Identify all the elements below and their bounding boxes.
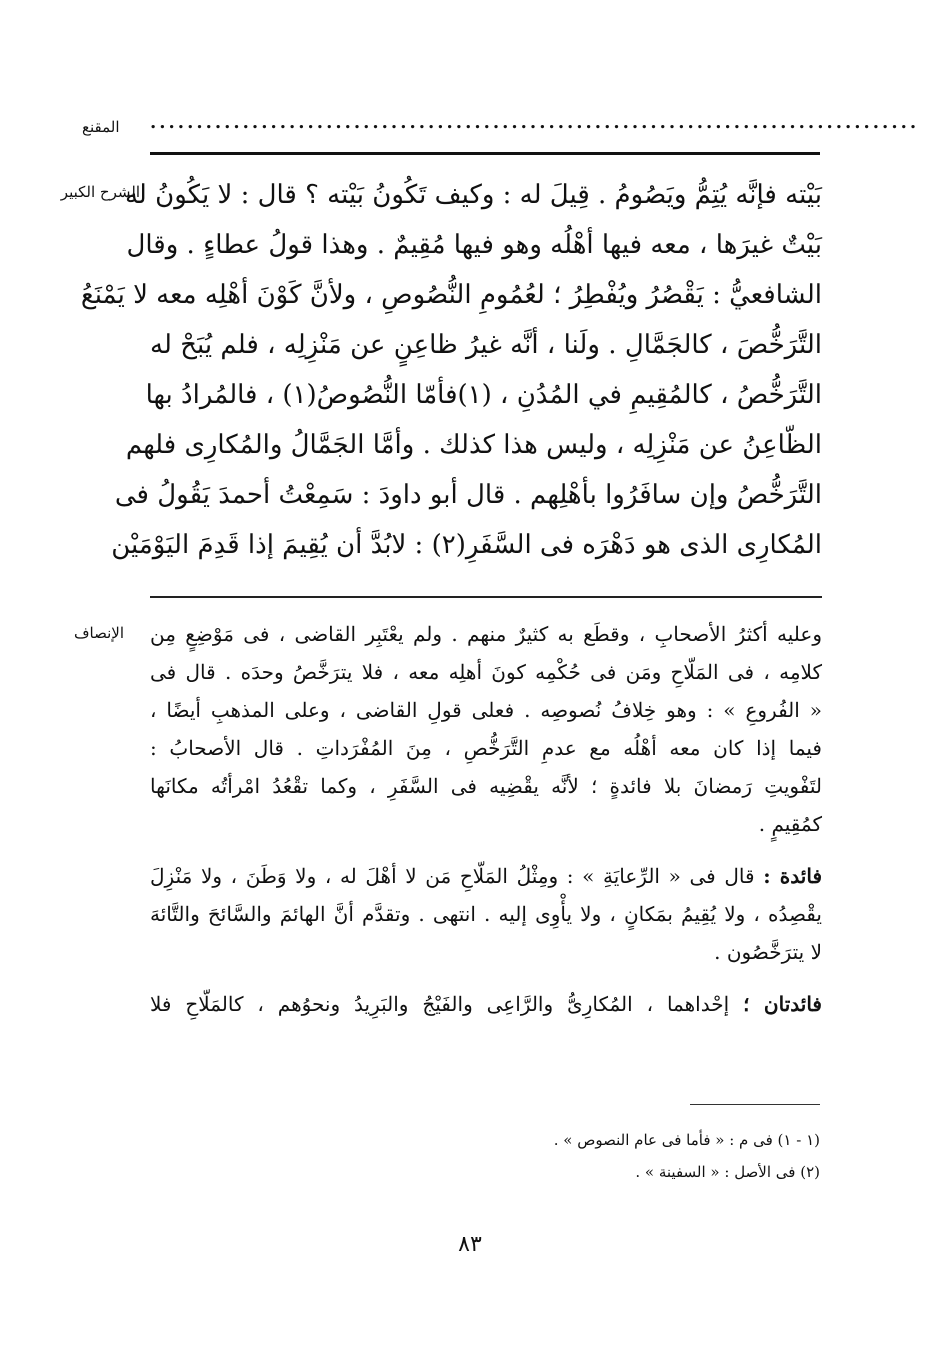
footnote: (١ - ١) فى م : « فأما فى عام النصوص » .: [553, 1131, 820, 1149]
insaf-line: كلامِه ، فى المَلّاحِ ومَن فى حُكْمِه كونَ أهلِه معه ، فلا يترَخَّصُ وحدَه . قال فى: [150, 660, 822, 684]
insaf-line: وعليه أكثرُ الأصحابِ ، وقطَع به كثيرٌ منهم . ولم يعْتَبِر القاضى ، فى مَوْضِعٍ مِن: [150, 622, 822, 646]
sharh-line: بَيْتٌ غيرَها ، معه فيها أهْلُه وهو فيها مُقِيمٌ . وهذا قولُ عطاءٍ . وقال: [126, 230, 822, 260]
sharh-line: بَيْته فإنَّه يُتِمُّ ويَصُومُ . قِيلَ له : وكيف تَكُونُ بَيْته ؟ قال : لا يَكُونُ له: [124, 180, 822, 210]
side-label-insaf: الإنصاف: [73, 624, 124, 642]
page-number: ٨٣: [458, 1232, 482, 1257]
sharh-line: الظّاعِنُ عن مَنْزِلِه ، وليس هذا كذلك . وأمَّا الجَمَّالُ والمُكارِى فلهم: [125, 430, 822, 460]
insaf-line: [150, 857, 822, 895]
footnotes: [420, 1124, 820, 1188]
insaf-text-block: [150, 615, 822, 1023]
insaf-line: يقْصِدُه ، ولا يُقِيمُ بمَكانٍ ، ولا يأْوِى إليه . انتهى . وتقدَّم أنَّ الهائمَ والسَّائحَ والتَّائهَ: [150, 902, 822, 926]
header-rule: [150, 152, 820, 155]
insaf-line: لا يترَخَّصُون .: [714, 940, 822, 964]
insaf-line-text: إحْداهما ، المُكارِىُّ والرَّاعِى والفَيْجُ والبَرِيدُ ونحوُهم ، كالمَلّاحِ فلا: [150, 992, 730, 1016]
sharh-line: المُكارِى الذى هو دَهْرَه فى السَّفَرِ(٢) : لابُدَّ أن يُقِيمَ إذا قَدِمَ اليَوْمَيْن: [111, 530, 822, 560]
paragraph-gap: [150, 843, 822, 857]
header-dotted-leader: ...................................................................................: [150, 112, 920, 133]
insaf-line: « الفُروعِ » : وهو خِلافُ نُصوصِه . فعلى قولِ القاضى ، وعلى المذهبِ أيضًا ،: [150, 698, 822, 722]
insaf-line: فيما إذا كان معه أهْلُه مع عدمِ التَّرَخُّصِ ، مِنَ المُفْرَداتِ . قال الأصحابُ :: [150, 736, 822, 760]
insaf-line-text: قال فى « الرِّعايَةِ » : ومِثْلُ المَلّاحِ مَن لا أهْلَ له ، ولا وَطَنَ ، ولا مَنْزِلَ: [150, 864, 755, 888]
sharh-line: الشافعيُّ : يَقْصُرُ ويُفْطِرُ ؛ لعُمُومِ النُّصُوصِ ، ولأنَّ كَوْنَ أهْلِه معه لا يَمْنَعُ: [80, 280, 822, 310]
insaf-line: لتَفْويتِ رَمضانَ بلا فائدةٍ ؛ لأنَّه يقْضِيه فى السَّفَرِ ، وكما تقْعُدُ امْرأتُه مكانَها: [150, 774, 822, 798]
sharh-line: التَّرَخُّصُ وإن سافَرُوا بأهْلِهم . قال أبو داودَ : سَمِعْتُ أحمدَ يَقُولُ فى: [114, 480, 822, 510]
insaf-line: [150, 985, 822, 1023]
footnote-rule: [690, 1104, 820, 1105]
faidatan-heading: فائدتان ؛: [743, 992, 822, 1016]
book-title-header: المقنع: [82, 118, 120, 136]
sharh-line: التَّرَخُّصُ ، كالمُقِيمِ في المُدُنِ ، (١)فأمّا النُّصُوصُ(١) ، فالمُرادُ بها: [145, 380, 822, 410]
sharh-line: التَّرَخُّصَ ، كالجَمَّالِ . ولَنا ، أنَّه غيرُ ظاعِنٍ عن مَنْزِلِه ، فلم يُبَحْ له: [150, 330, 822, 360]
insaf-line: كمُقِيمٍ .: [758, 812, 822, 836]
section-divider: [150, 596, 822, 598]
faida-heading: فائدة :: [763, 864, 823, 888]
side-label-sharh: الشرح الكبير: [60, 183, 140, 201]
paragraph-gap: [150, 971, 822, 985]
footnote: (٢) فى الأصل : « السفينة » .: [635, 1163, 820, 1181]
